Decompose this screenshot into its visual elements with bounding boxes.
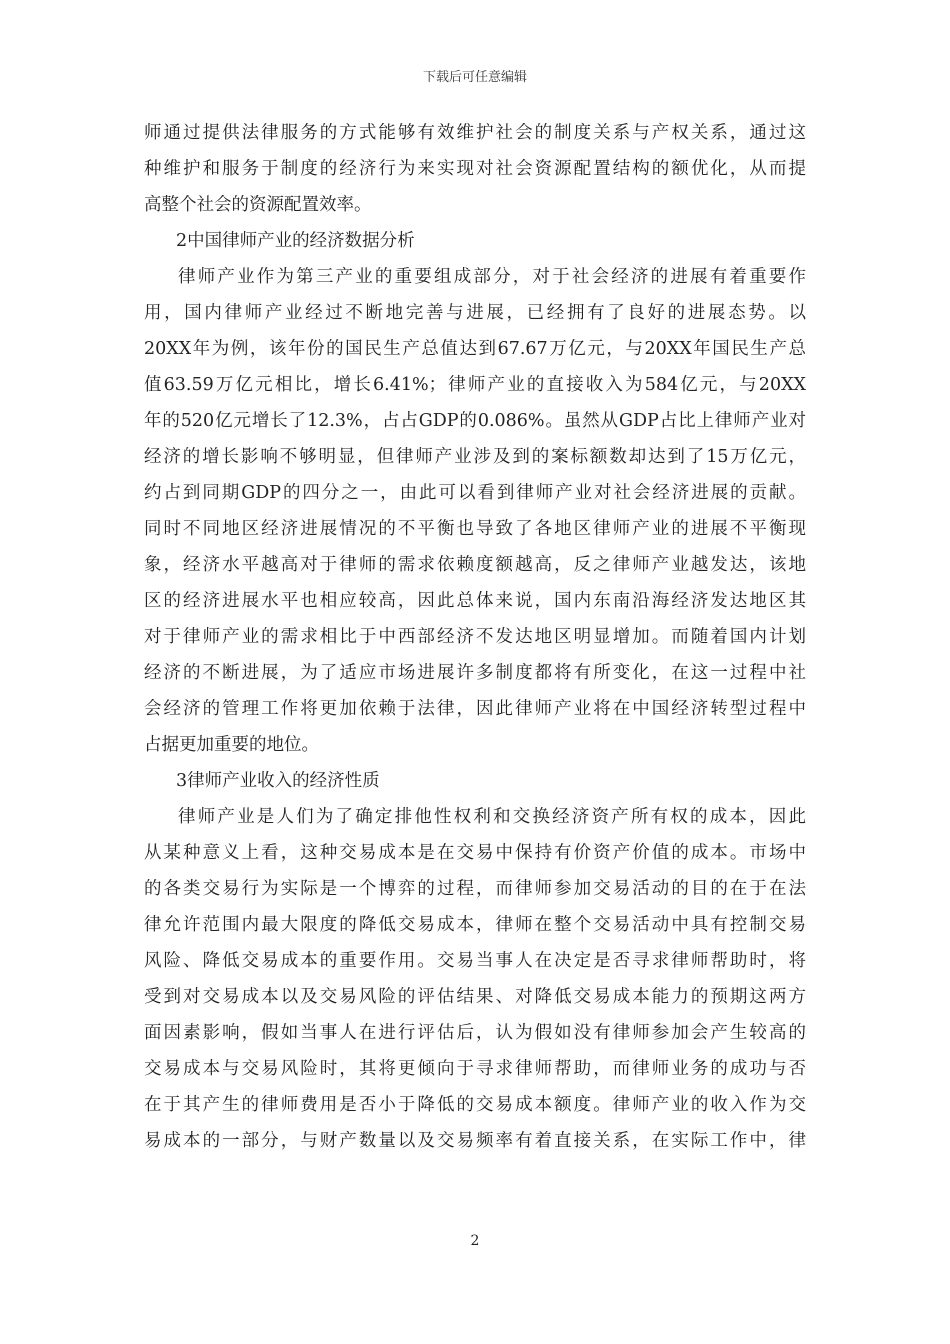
paragraph-line: 会经济的管理工作将更加依赖于法律，因此律师产业将在中国经济转型过程中 [144, 699, 806, 719]
paragraph-line: 同时不同地区经济进展情况的不平衡也导致了各地区律师产业的进展不平衡现 [144, 519, 806, 539]
paragraph-line: 高整个社会的资源配置效率。 [144, 195, 372, 215]
page-number: 2 [470, 1233, 480, 1249]
paragraph-line: 面因素影响，假如当事人在进行评估后，认为假如没有律师参加会产生较高的 [144, 1023, 806, 1043]
paragraph-line: 象，经济水平越高对于律师的需求依赖度额越高，反之律师产业越发达，该地 [144, 555, 806, 575]
paragraph-line: 约占到同期GDP的四分之一，由此可以看到律师产业对社会经济进展的贡献。 [144, 483, 806, 503]
document-body [144, 115, 806, 1159]
paragraph-line: 师通过提供法律服务的方式能够有效维护社会的制度关系与产权关系，通过这 [144, 123, 806, 143]
paragraph-line: 用，国内律师产业经过不断地完善与进展，已经拥有了良好的进展态势。以 [144, 303, 806, 323]
paragraph-line: 种维护和服务于制度的经济行为来实现对社会资源配置结构的额优化，从而提 [144, 159, 806, 179]
paragraph-line: 交易成本与交易风险时，其将更倾向于寻求律师帮助，而律师业务的成功与否 [144, 1059, 806, 1079]
paragraph-line: 受到对交易成本以及交易风险的评估结果、对降低交易成本能力的预期这两方 [144, 987, 806, 1007]
paragraph-line: 20XX年为例，该年份的国民生产总值达到67.67万亿元，与20XX年国民生产总 [144, 339, 806, 359]
paragraph-line: 从某种意义上看，这种交易成本是在交易中保持有价资产价值的成本。市场中 [144, 843, 806, 863]
section-heading: 3律师产业收入的经济性质 [176, 771, 380, 791]
paragraph-line: 占据更加重要的地位。 [144, 735, 319, 755]
page-header: 下载后可任意编辑 [422, 70, 527, 85]
section-heading: 2中国律师产业的经济数据分析 [176, 231, 415, 251]
paragraph-line: 律允许范围内最大限度的降低交易成本，律师在整个交易活动中具有控制交易 [144, 915, 806, 935]
paragraph-line: 经济的不断进展，为了适应市场进展许多制度都将有所变化，在这一过程中社 [144, 663, 806, 683]
paragraph-line: 律师产业是人们为了确定排他性权利和交换经济资产所有权的成本，因此 [178, 807, 806, 827]
paragraph-line: 值63.59万亿元相比，增长6.41%；律师产业的直接收入为584亿元，与20XX [144, 375, 806, 395]
paragraph-line: 的各类交易行为实际是一个博弈的过程，而律师参加交易活动的目的在于在法 [144, 879, 806, 899]
paragraph-line: 区的经济进展水平也相应较高，因此总体来说，国内东南沿海经济发达地区其 [144, 591, 806, 611]
paragraph-line: 在于其产生的律师费用是否小于降低的交易成本额度。律师产业的收入作为交 [144, 1095, 806, 1115]
paragraph-line: 风险、降低交易成本的重要作用。交易当事人在决定是否寻求律师帮助时，将 [144, 951, 806, 971]
paragraph-line: 年的520亿元增长了12.3%，占占GDP的0.086%。虽然从GDP占比上律师产业对 [144, 411, 806, 431]
paragraph-line: 经济的增长影响不够明显，但律师产业涉及到的案标额数却达到了15万亿元， [144, 447, 806, 467]
paragraph-line: 律师产业作为第三产业的重要组成部分，对于社会经济的进展有着重要作 [178, 267, 806, 287]
paragraph-line: 对于律师产业的需求相比于中西部经济不发达地区明显增加。而随着国内计划 [144, 627, 806, 647]
paragraph-line: 易成本的一部分，与财产数量以及交易频率有着直接关系，在实际工作中，律 [144, 1131, 806, 1151]
